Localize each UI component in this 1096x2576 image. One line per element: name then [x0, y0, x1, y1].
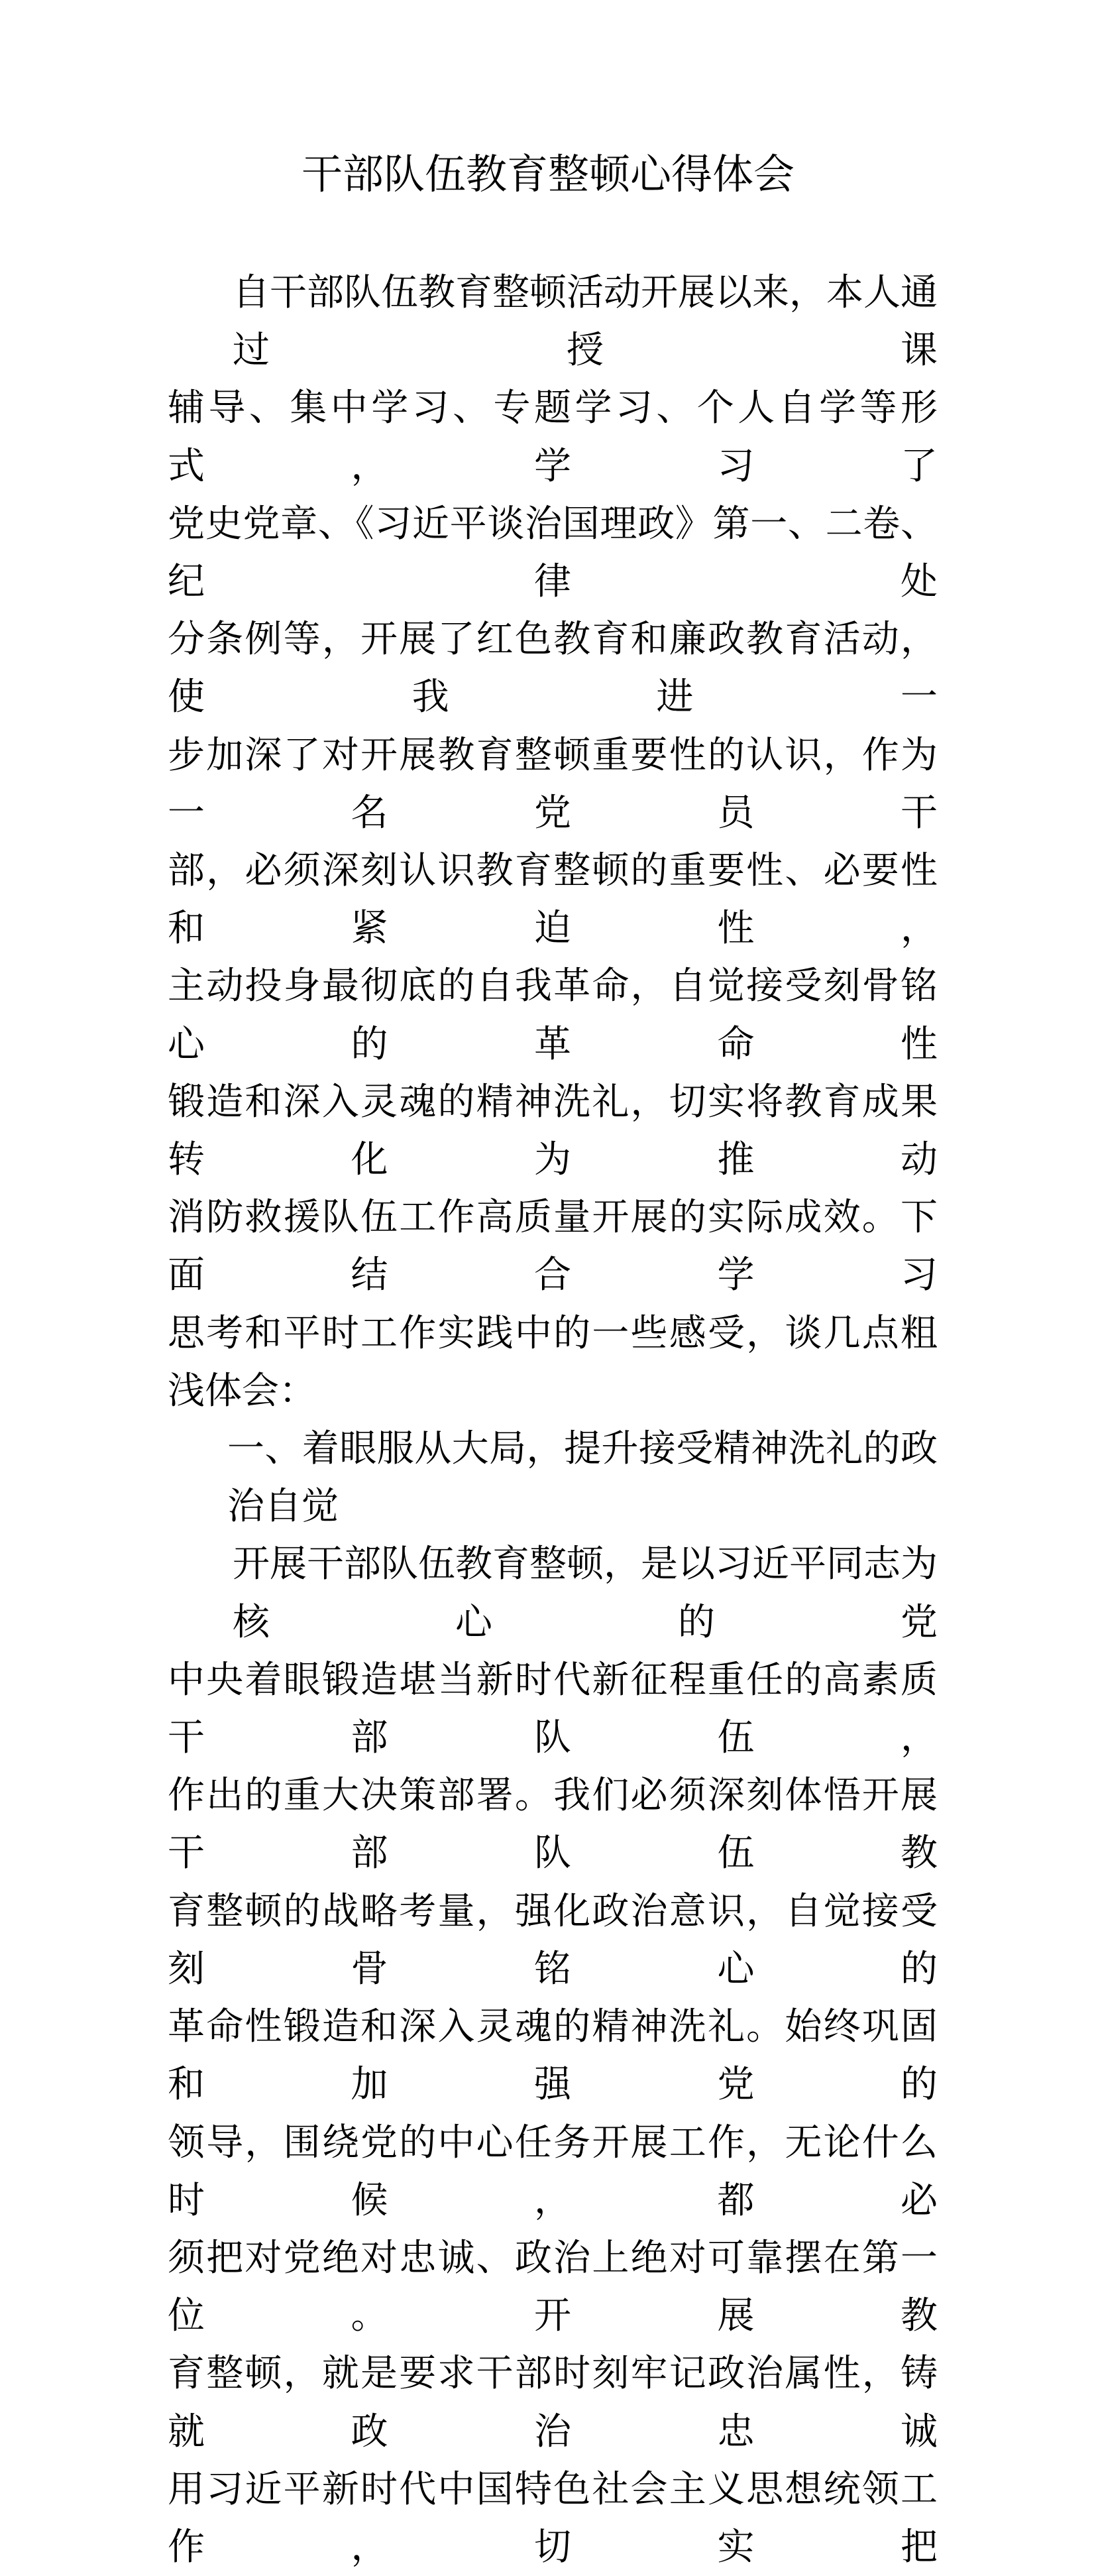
document-body	[168, 264, 938, 2576]
paragraph-line: 开展干部队伍教育整顿，是以习近平同志为核心的党	[233, 1543, 938, 1644]
paragraph-line: 步加深了对开展教育整顿重要性的认识，作为一名党员干	[168, 733, 938, 835]
paragraph-line: 思考和平时工作实践中的一些感受，谈几点粗浅体会：	[168, 1311, 938, 1413]
document-title: 干部队伍教育整顿心得体会	[301, 150, 795, 198]
paragraph-line: 党史党章、《习近平谈治国理政》第一、二卷、纪律处	[168, 502, 938, 604]
paragraph-line: 革命性锻造和深入灵魂的精神洗礼。始终巩固和加强党的	[168, 2005, 938, 2107]
paragraph-line: 用习近平新时代中国特色社会主义思想统领工作，切实把	[168, 2467, 938, 2569]
paragraph-line: 部，必须深刻认识教育整顿的重要性、必要性和紧迫性，	[168, 849, 938, 951]
paragraph-line: 作出的重大决策部署。我们必须深刻体悟开展干部队伍教	[168, 1774, 938, 1875]
paragraph-line: 分条例等，开展了红色教育和廉政教育活动，使我进一	[168, 618, 938, 719]
paragraph-line: 领导，围绕党的中心任务开展工作，无论什么时候，都必	[168, 2121, 938, 2222]
paragraph-line: 育整顿，就是要求干部时刻牢记政治属性，铸就政治忠诚	[168, 2352, 938, 2453]
paragraph-line: 育整顿的战略考量，强化政治意识，自觉接受刻骨铭心的	[168, 1889, 938, 1991]
paragraph-line: 中央着眼锻造堪当新时代新征程重任的高素质干部队伍，	[168, 1658, 938, 1760]
paragraph-line: 锻造和深入灵魂的精神洗礼，切实将教育成果转化为推动	[168, 1080, 938, 1182]
paragraph-line: 自干部队伍教育整顿活动开展以来，本人通过授课	[233, 271, 938, 373]
paragraph-section-1	[168, 1535, 938, 2576]
paragraph-line: 消防救援队伍工作高质量开展的实际成效。下面结合学习	[168, 1196, 938, 1297]
paragraph-line: 须把对党绝对忠诚、政治上绝对可靠摆在第一位。开展教	[168, 2236, 938, 2338]
paragraph-line: 主动投身最彻底的自我革命，自觉接受刻骨铭心的革命性	[168, 965, 938, 1066]
section-heading: 一、着眼服从大局，提升接受精神洗礼的政治自觉	[227, 1427, 938, 1529]
paragraph-line: 辅导、集中学习、专题学习、个人自学等形式，学习了	[168, 386, 938, 488]
paragraph-intro	[168, 264, 938, 1420]
